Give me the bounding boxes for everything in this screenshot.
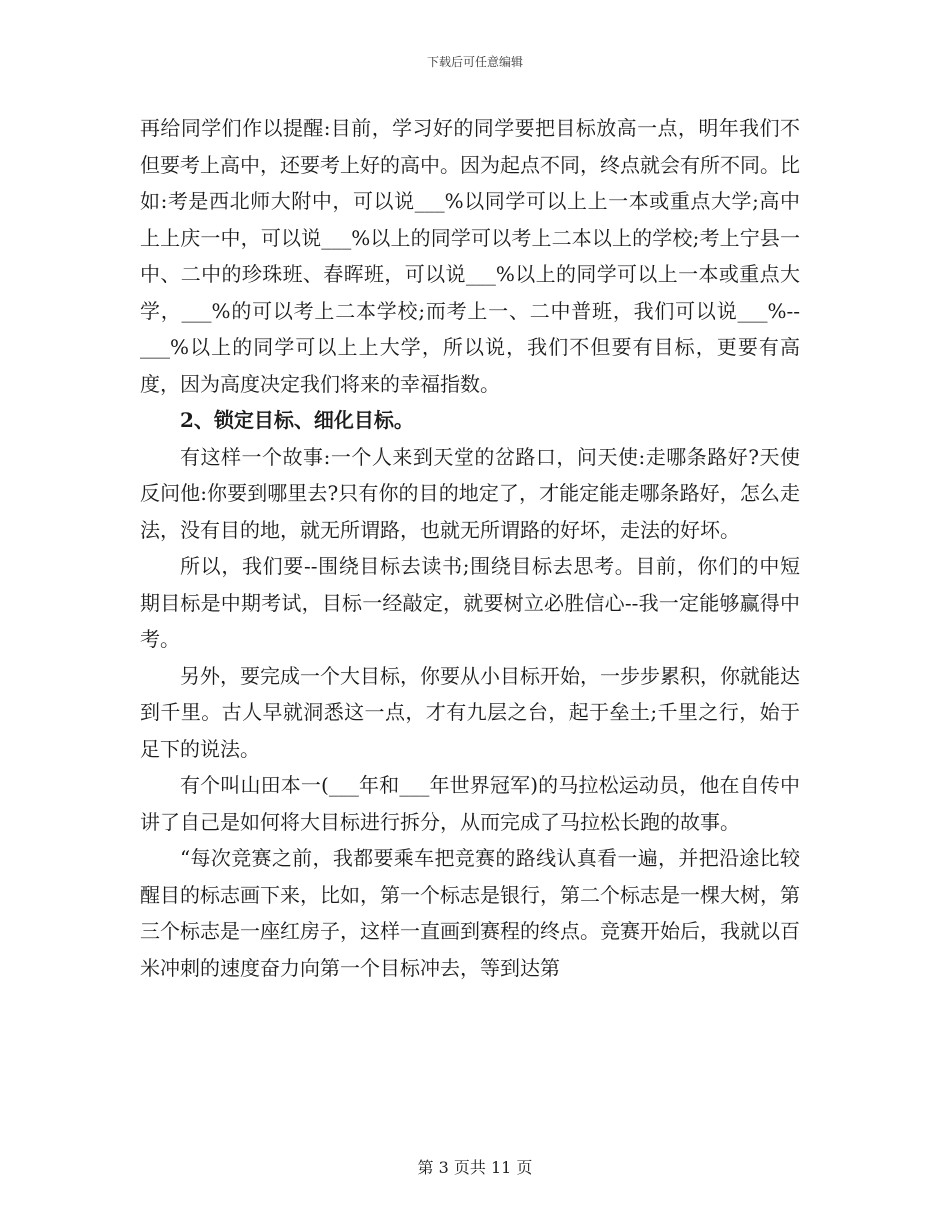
paragraph: 另外，要完成一个大目标，你要从小目标开始，一步步累积，你就能达到千里。古人早就洞悉这一点，才有九层之台，起于垒土;千里之行，始于足下的说法。: [140, 663, 800, 761]
paragraph: 所以，我们要--围绕目标去读书;围绕目标去思考。目前，你们的中短期目标是中期考试，目标一经敲定，就要树立必胜信心--我一定能够赢得中考。: [140, 554, 800, 651]
section-heading: 2、锁定目标、细化目标。: [180, 408, 414, 432]
paragraph-quote: “每次竞赛之前，我都要乘车把竞赛的路线认真看一遍，并把沿途比较醒目的标志画下来，比如，第一个标志是银行，第二个标志是一棵大树，第三个标志是一座红房子，这样一直画到赛程的终点。竞赛开始后，我就以百米冲刺的速度奋力向第一个目标冲去，等到达第: [140, 846, 800, 980]
paragraph-continuation: 再给同学们作以提醒:目前，学习好的同学要把目标放高一点，明年我们不但要考上高中，还要考上好的高中。因为起点不同，终点就会有所不同。比如:考是西北师大附中，可以说___%以同学可以上上一本或重点大学;高中上上庆一中，可以说___%以上的同学可以考上二本以上的学校;考上宁县一中、二中的珍珠班、春晖班，可以说___%以上的同学可以上一本或重点大学，___%的可以考上二本学校;而考上一、二中普班，我们可以说___%--___%以上的同学可以上上大学，所以说，我们不但要有目标，更要有高度，因为高度决定我们将来的幸福指数。: [140, 116, 800, 396]
paragraph: 有这样一个故事:一个人来到天堂的岔路口，问天使:走哪条路好?天使反问他:你要到哪里去?只有你的目的地定了，才能定能走哪条路好，怎么走法，没有目的地，就无所谓路，也就无所谓路的好坏，走法的好坏。: [140, 444, 800, 542]
paragraph: 有个叫山田本一(___年和___年世界冠军)的马拉松运动员，他在自传中讲了自己是如何将大目标进行拆分，从而完成了马拉松长跑的故事。: [140, 773, 800, 834]
document-body: [140, 110, 800, 986]
page-header: 下载后可任意编辑: [426, 55, 523, 69]
page-footer: 第 3 页共 11 页: [417, 1158, 533, 1177]
